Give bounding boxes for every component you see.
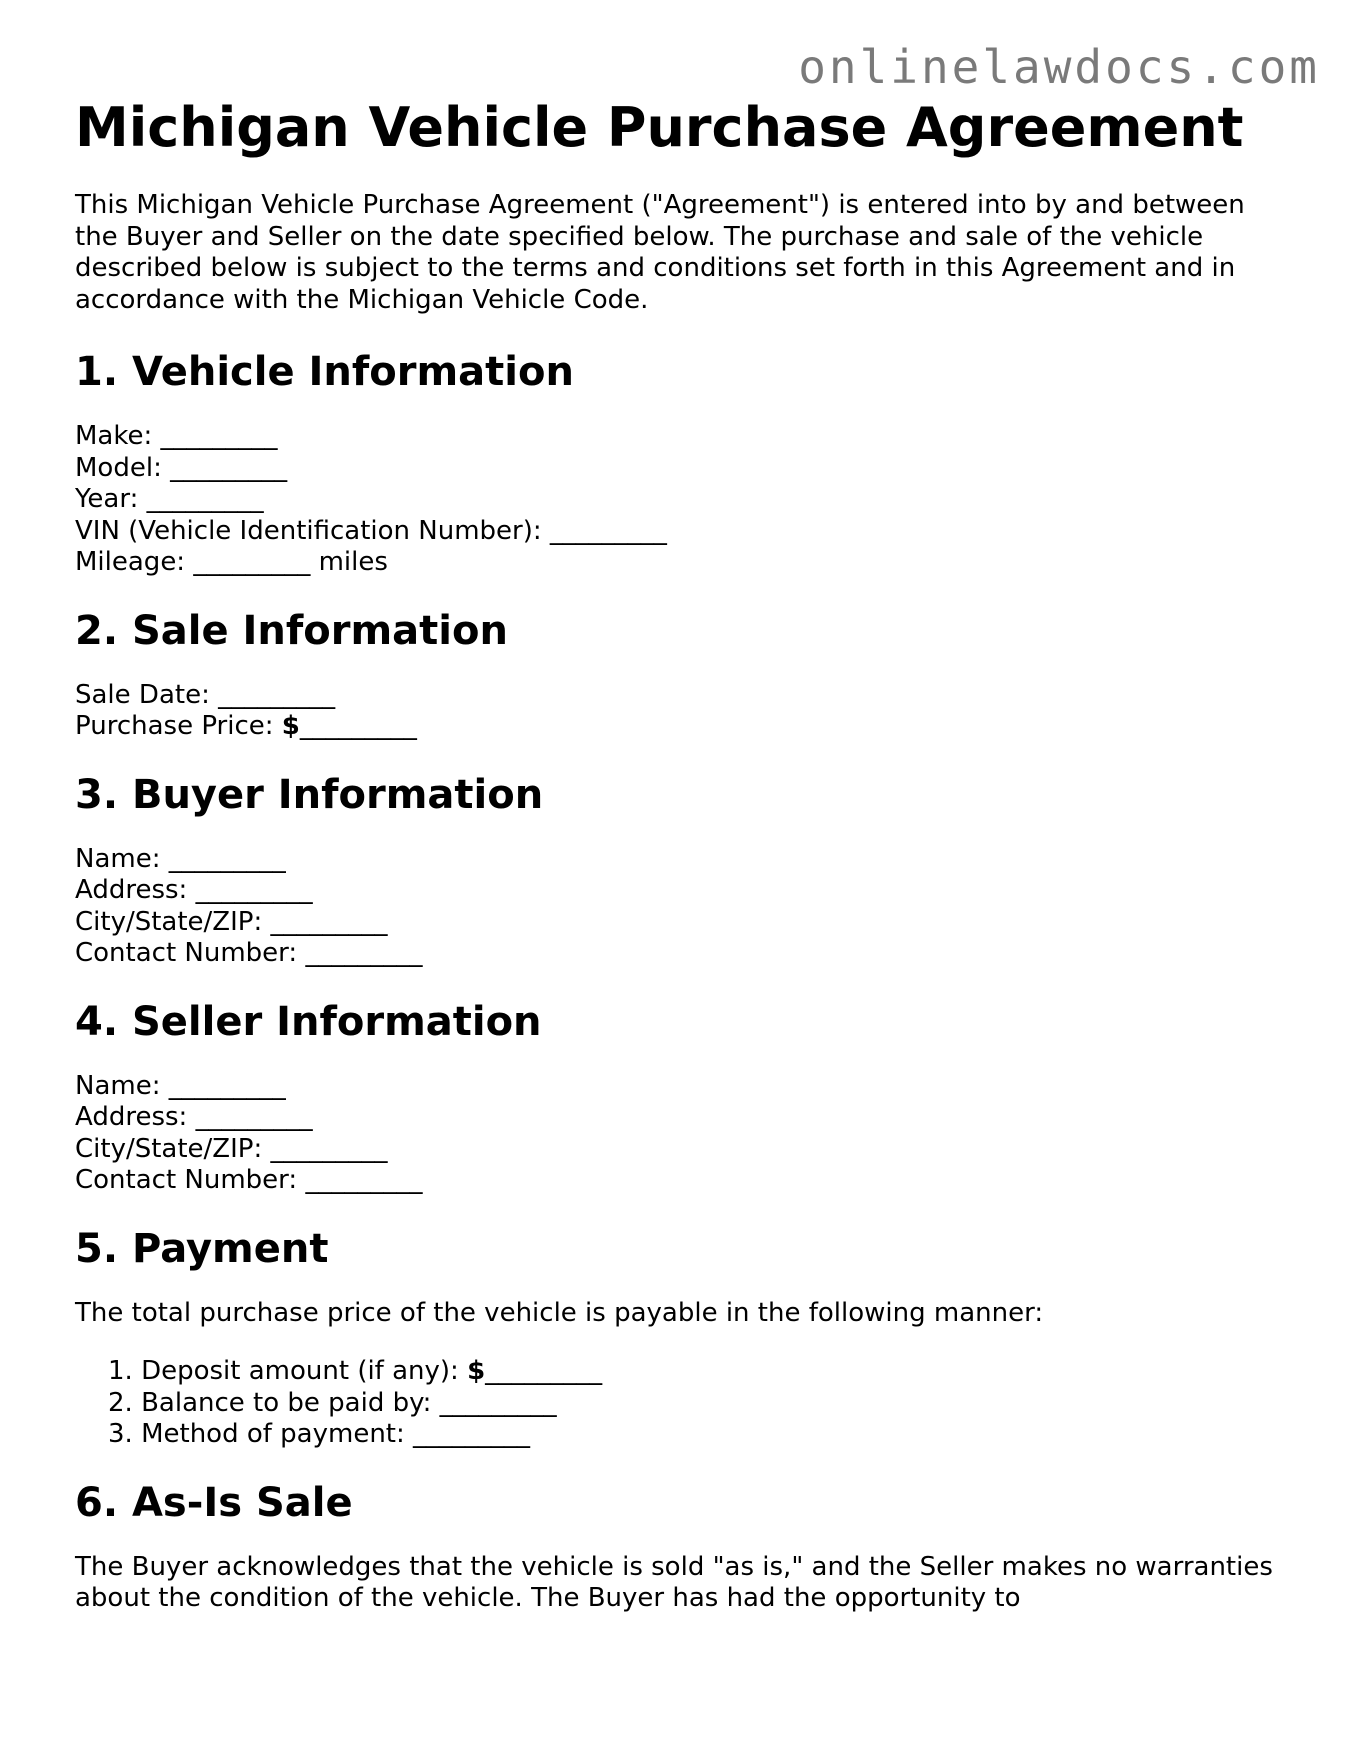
- field-model[interactable]: Model: _________: [75, 452, 288, 483]
- section-heading-buyer: 3. Buyer Information: [75, 771, 544, 818]
- seller-fields: [75, 1071, 1295, 1197]
- blank-line: _________: [439, 1387, 557, 1418]
- blank-line: _________: [485, 1356, 603, 1386]
- field-seller-contact[interactable]: Contact Number: _________: [75, 1165, 423, 1195]
- section-heading-vehicle: 1. Vehicle Information: [75, 349, 574, 395]
- list-item[interactable]: 2. Balance to be paid by: _________: [108, 1387, 557, 1418]
- intro-paragraph: This Michigan Vehicle Purchase Agreement ("Agreement") is entered into by and between the Buyer and Seller on the date specified below. The purchase and sale of the vehicle described below is subject to the terms and conditions set forth in this Agreement and in accordance with the Michigan Vehicle Code.: [75, 190, 1245, 315]
- field-make[interactable]: Make: _________: [75, 421, 278, 451]
- list-item[interactable]: 1. Deposit amount (if any): $_________: [108, 1356, 603, 1386]
- section-heading-sale: 2. Sale Information: [75, 607, 508, 654]
- blank-line: _________: [305, 938, 423, 968]
- field-buyer-contact[interactable]: Contact Number: _________: [75, 938, 423, 968]
- blank-line: _________: [270, 906, 388, 937]
- blank-line: _________: [195, 875, 313, 905]
- document-page: [75, 96, 1295, 1615]
- field-buyer-name[interactable]: Name: _________: [75, 843, 286, 874]
- blank-line: _________: [168, 843, 286, 874]
- field-vin[interactable]: VIN (Vehicle Identification Number): _________: [75, 515, 667, 546]
- field-seller-address[interactable]: Address: _________: [75, 1102, 313, 1132]
- field-sale-date[interactable]: Sale Date: _________: [75, 679, 336, 710]
- blank-line: _________: [193, 547, 311, 577]
- blank-line: _________: [195, 1102, 313, 1132]
- blank-line: _________: [549, 515, 667, 546]
- blank-line: _________: [413, 1419, 531, 1449]
- field-purchase-price[interactable]: Purchase Price: $_________: [75, 711, 417, 741]
- field-buyer-city[interactable]: City/State/ZIP: _________: [75, 906, 388, 937]
- payment-paragraph: The total purchase price of the vehicle is payable in the following manner:: [75, 1297, 1044, 1328]
- watermark: onlinelawdocs.com: [798, 40, 1320, 94]
- field-seller-city[interactable]: City/State/ZIP: _________: [75, 1133, 388, 1164]
- field-seller-name[interactable]: Name: _________: [75, 1070, 286, 1101]
- vehicle-fields: [75, 421, 1295, 579]
- blank-line: _________: [160, 421, 278, 451]
- field-year[interactable]: Year: _________: [75, 484, 264, 514]
- field-buyer-address[interactable]: Address: _________: [75, 875, 313, 905]
- section-heading-as-is: 6. As-Is Sale: [75, 1479, 353, 1526]
- payment-list: [75, 1356, 1295, 1451]
- blank-line: _________: [305, 1165, 423, 1195]
- list-item[interactable]: 3. Method of payment: _________: [108, 1419, 531, 1449]
- blank-line: _________: [168, 1070, 286, 1101]
- currency-symbol: $: [467, 1356, 486, 1386]
- section-heading-seller: 4. Seller Information: [75, 998, 542, 1045]
- section-heading-payment: 5. Payment: [75, 1225, 329, 1272]
- sale-fields: [75, 680, 1295, 743]
- blank-line: _________: [299, 711, 417, 741]
- currency-symbol: $: [281, 711, 300, 741]
- field-mileage[interactable]: Mileage: _________ miles: [75, 547, 388, 577]
- page-title: Michigan Vehicle Purchase Agreement: [75, 96, 1244, 159]
- blank-line: _________: [170, 452, 288, 483]
- blank-line: _________: [146, 484, 264, 514]
- as-is-paragraph: The Buyer acknowledges that the vehicle is sold "as is," and the Seller makes no warranties about the condition of the vehicle. The Buyer has had the opportunity to: [75, 1551, 1273, 1613]
- blank-line: _________: [218, 679, 336, 710]
- blank-line: _________: [270, 1133, 388, 1164]
- buyer-fields: [75, 844, 1295, 970]
